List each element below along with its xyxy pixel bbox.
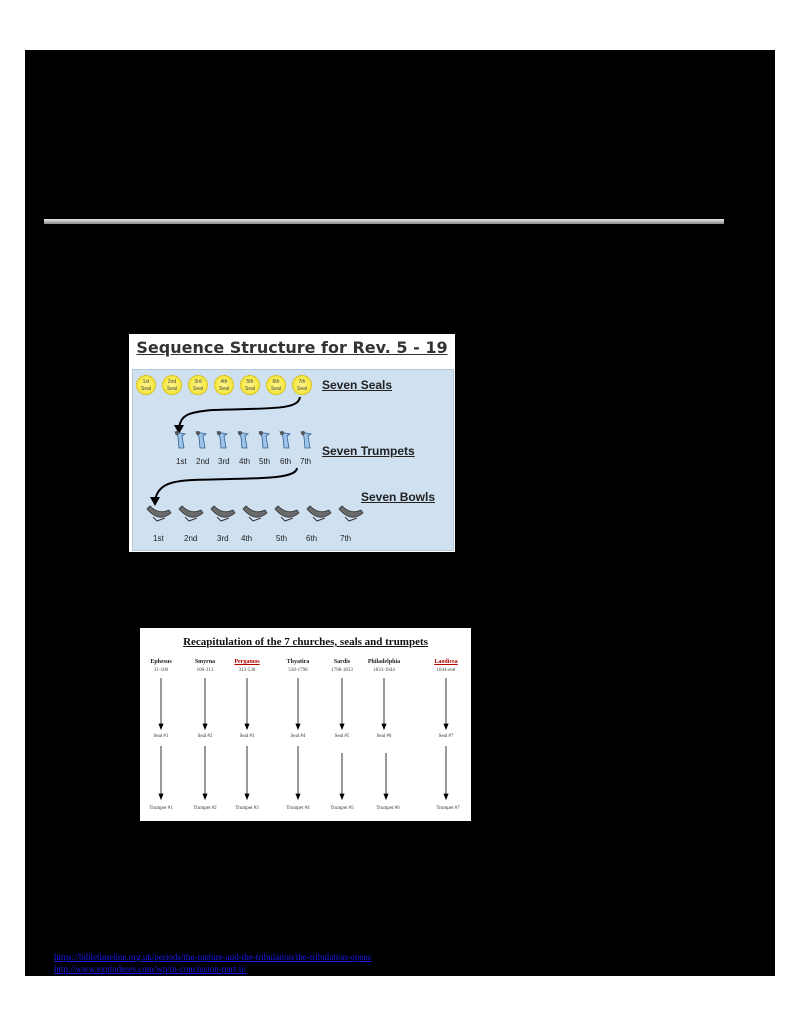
seal-icon: 2nd Seal — [162, 375, 182, 395]
seal-label: Seal #3 — [239, 734, 255, 739]
seal-label: Seal #1 — [153, 734, 169, 739]
trumpet-label: Trumpet #2 — [193, 806, 217, 811]
trumpet-icon — [173, 430, 187, 450]
church-dates: 100-313 — [196, 668, 214, 673]
bowl-icon — [305, 501, 333, 523]
figure2-title: Recapitulation of the 7 churches, seals and trumpets — [183, 636, 428, 648]
bowl-icon — [145, 501, 173, 523]
church-name: Sardis — [333, 659, 351, 665]
church-name: Pergamos — [234, 659, 260, 665]
church-dates: 1833-1844 — [373, 668, 395, 673]
figure1-title: Sequence Structure for Rev. 5 - 19 — [136, 338, 448, 357]
trumpet-icon — [257, 430, 271, 450]
church-dates: 313-538 — [238, 668, 256, 673]
bowl-number: 5th — [276, 534, 288, 543]
bowl-number: 6th — [306, 534, 318, 543]
trumpet-icon — [299, 430, 313, 450]
trumpet-icon — [194, 430, 208, 450]
seal-icon: 5th Seal — [240, 375, 260, 395]
trumpet-number: 7th — [300, 457, 312, 466]
bowl-number: 1st — [153, 534, 164, 543]
horizontal-rule — [44, 219, 724, 224]
seal-label: Seal #6 — [376, 734, 392, 739]
bowl-number: 7th — [340, 534, 352, 543]
recapitulation-arrows — [140, 628, 471, 821]
bowl-icon — [273, 501, 301, 523]
seal-icon: 1st Seal — [136, 375, 156, 395]
seal-icon: 3rd Seal — [188, 375, 208, 395]
trumpet-number: 3rd — [218, 457, 230, 466]
bowl-icon — [337, 501, 365, 523]
bowl-number: 3rd — [217, 534, 229, 543]
seven-seals-label: Seven Seals — [322, 378, 393, 392]
church-dates: 538-1798 — [288, 668, 308, 673]
reference-link-bibletimeline[interactable]: https://bibletimeline.org.uk/periods/the-rapture-and-the-tribulation/the-tribulation-opens — [54, 952, 372, 962]
trumpet-label: Trumpet #3 — [235, 806, 259, 811]
bowl-icon — [177, 501, 205, 523]
reference-link-exploderev[interactable]: http://www.exploderev.com/wp/in-conclusion-part-ii/ — [54, 964, 247, 974]
seven-bowls-label: Seven Bowls — [361, 490, 436, 504]
church-name: Thyatira — [286, 659, 310, 665]
trumpet-label: Trumpet #7 — [436, 806, 460, 811]
trumpet-label: Trumpet #1 — [149, 806, 173, 811]
church-name: Smyrna — [194, 659, 216, 665]
trumpet-number: 6th — [280, 457, 292, 466]
church-dates: 31-100 — [153, 668, 169, 673]
seal-label: Seal #5 — [334, 734, 350, 739]
bowl-icon — [241, 501, 269, 523]
seal-icon: 6th Seal — [266, 375, 286, 395]
trumpet-label: Trumpet #6 — [376, 806, 400, 811]
trumpet-number: 1st — [176, 457, 187, 466]
church-name: Philadelphia — [367, 659, 401, 665]
recapitulation-figure — [140, 628, 471, 821]
seal-label: Seal #4 — [290, 734, 306, 739]
church-dates: 1798-1833 — [331, 668, 353, 673]
bowl-icon — [209, 501, 237, 523]
seven-trumpets-label: Seven Trumpets — [322, 444, 415, 458]
seal-icon: 4th Seal — [214, 375, 234, 395]
sequence-panel — [132, 369, 454, 551]
reference-links — [54, 951, 371, 975]
church-dates: 1844-end — [436, 668, 456, 673]
trumpet-icon — [236, 430, 250, 450]
bowl-number: 2nd — [184, 534, 198, 543]
church-name: Ephesus — [150, 659, 172, 665]
trumpet-label: Trumpet #5 — [330, 806, 354, 811]
seal-icon: 7th Seal — [292, 375, 312, 395]
trumpet-number: 4th — [239, 457, 251, 466]
seal-label: Seal #7 — [438, 734, 454, 739]
trumpet-number: 5th — [259, 457, 271, 466]
bowl-number: 4th — [241, 534, 253, 543]
trumpet-icon — [278, 430, 292, 450]
church-name: Laodicea — [434, 659, 458, 665]
trumpet-label: Trumpet #4 — [286, 806, 310, 811]
trumpet-number: 2nd — [196, 457, 210, 466]
trumpet-icon — [215, 430, 229, 450]
seal-label: Seal #2 — [197, 734, 213, 739]
sequence-structure-figure — [129, 334, 455, 552]
